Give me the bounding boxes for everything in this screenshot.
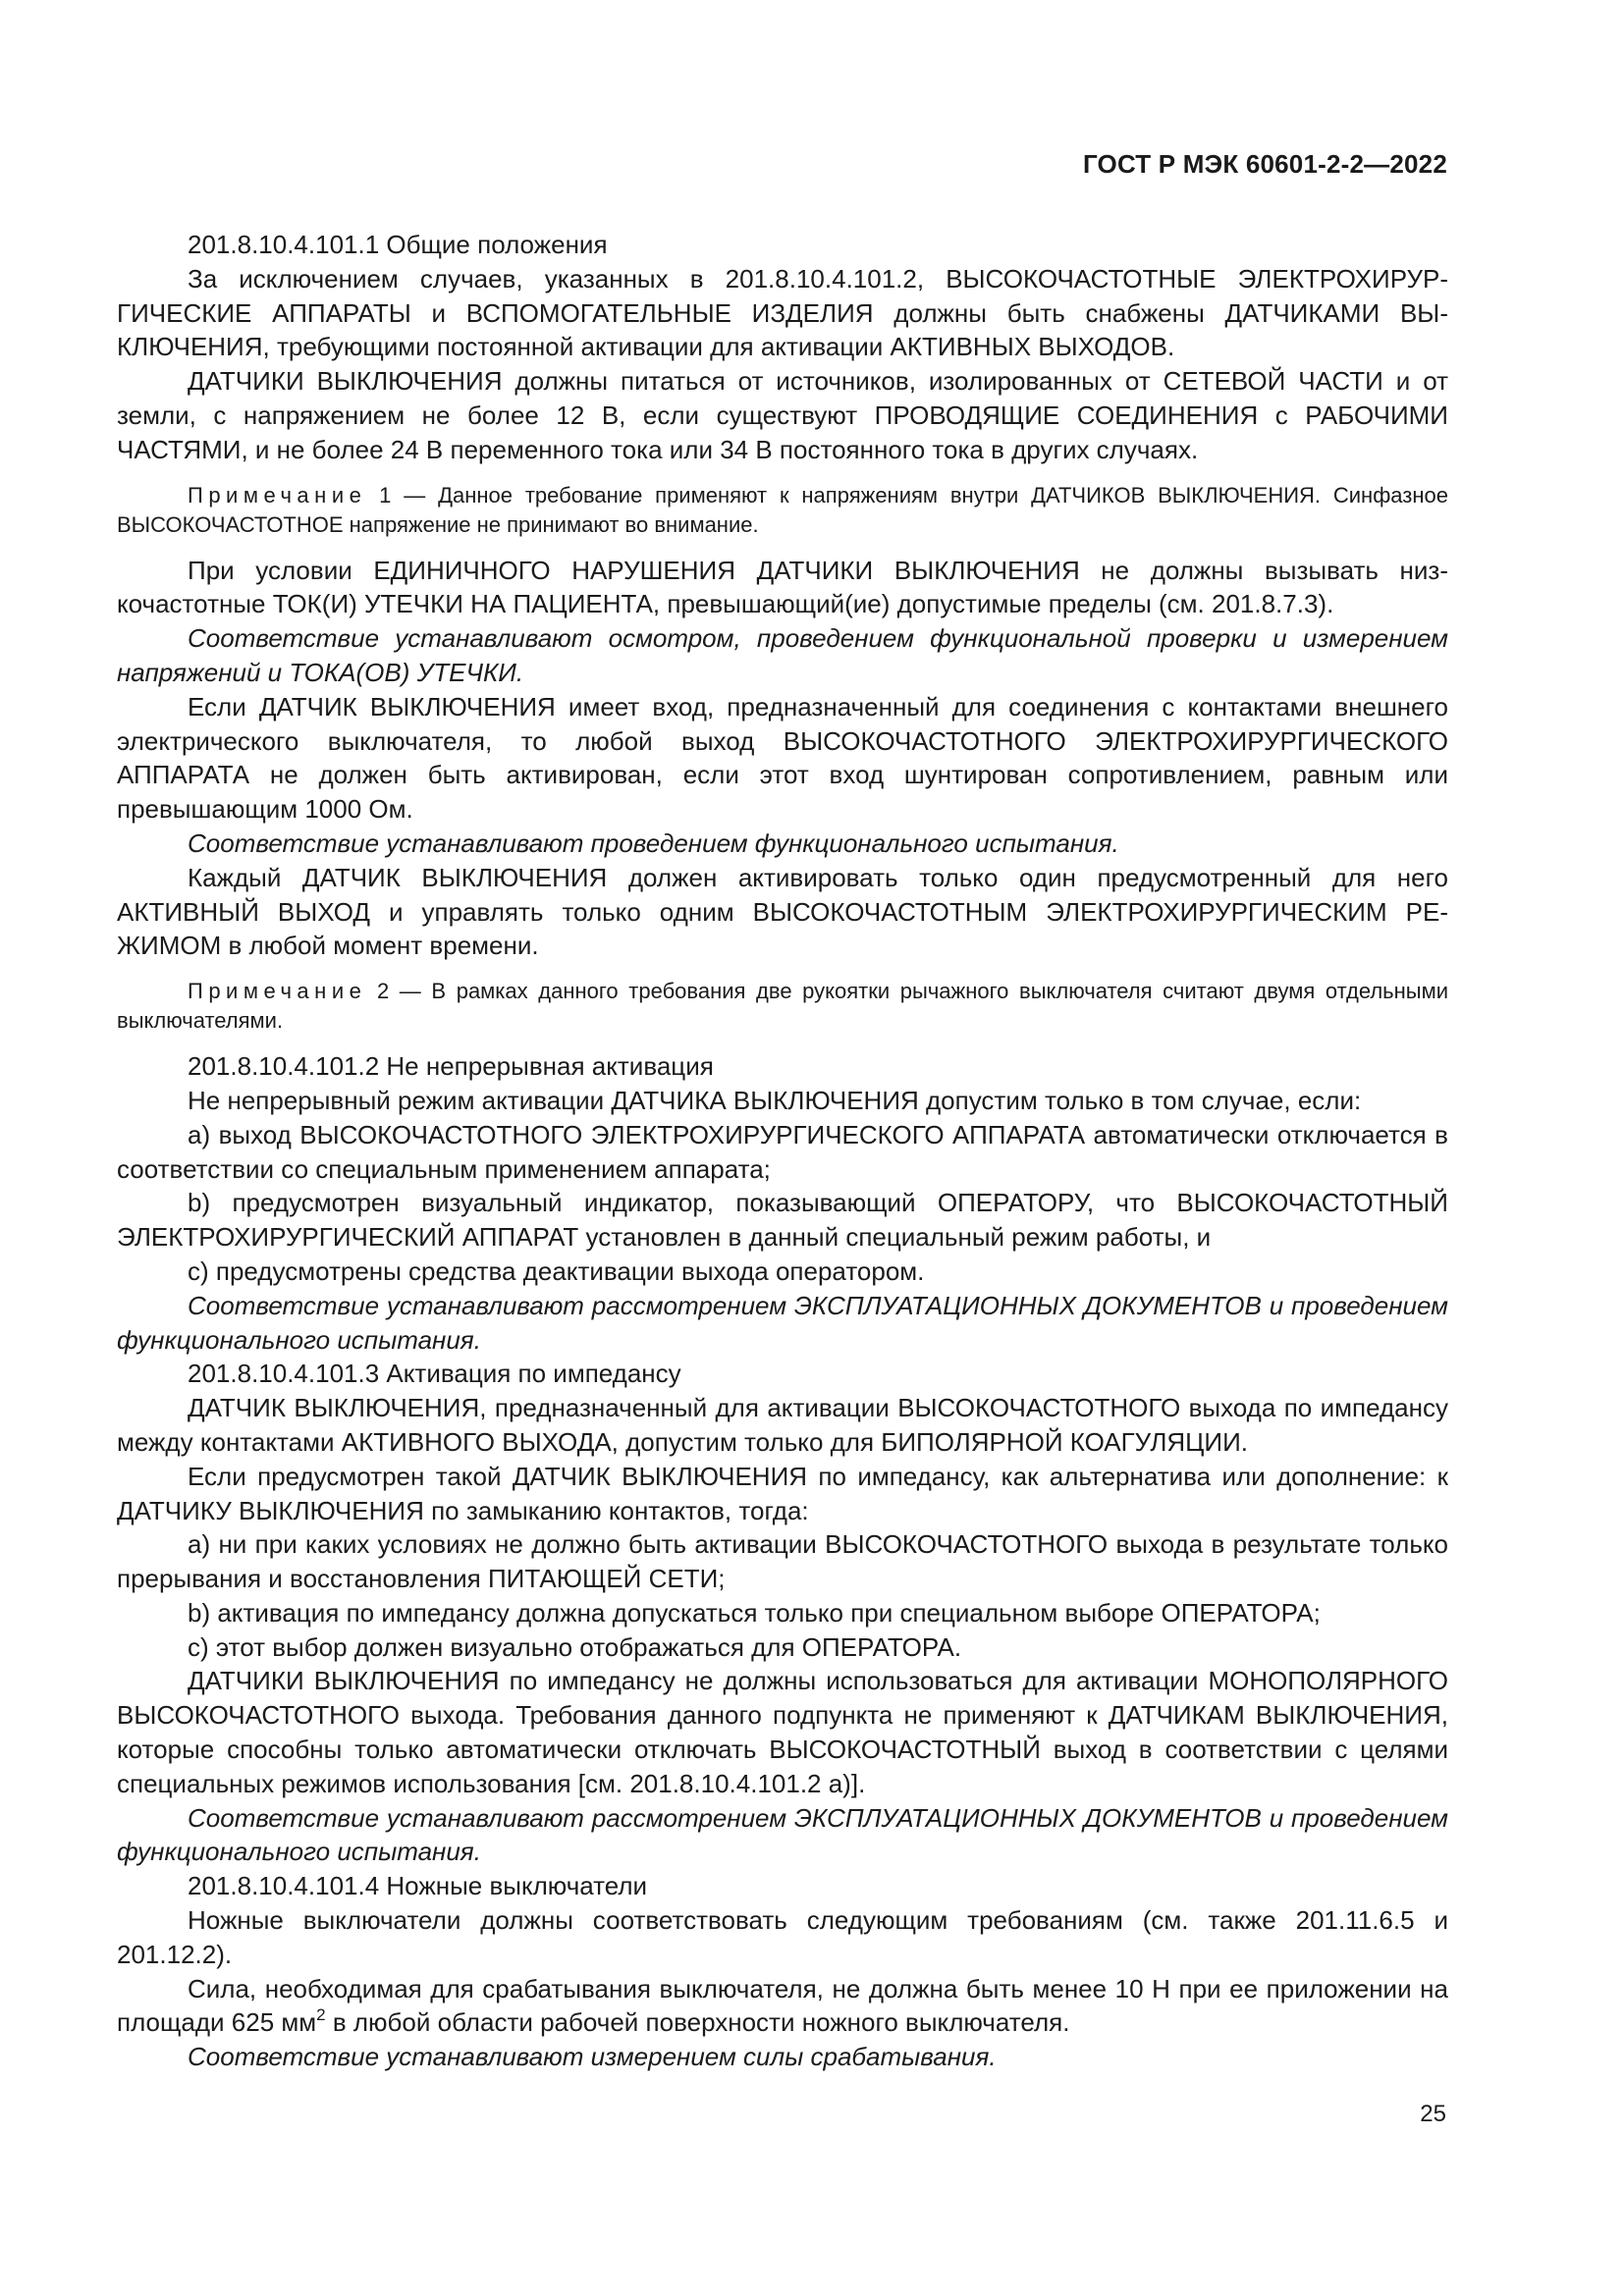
paragraph: ДАТЧИКИ ВЫКЛЮЧЕНИЯ по импедансу не должны использоваться для активации МОНОПОЛЯРНОГО ВЫСОКОЧАСТОТНОГО выхода. Требования данного подпункта не применяют к ДАТЧИКАМ ВЫКЛЮЧЕНИЯ, которые способны только автоматически отключать ВЫСОКОЧАСТОТНЫЙ выход в соответствии с целями специальных режимов использования [см. 201.8.10.4.101.2 a)]. [117, 1666, 1448, 1798]
paragraph: Каждый ДАТЧИК ВЫКЛЮЧЕНИЯ должен активировать только один предусмотренный для него АКТИВНЫЙ ВЫХОД и управлять только одним ВЫСОКОЧАСТОТНЫМ ЭЛЕКТРОХИРУРГИЧЕСКИМ РЕЖИМОМ в любой момент времени. [117, 862, 1448, 961]
paragraph: Ножные выключатели должны соответствовать следующим требованиям (см. также 201.11.6.5 и 201.12.2). [117, 1905, 1448, 1969]
text-run: Сила, необходимая для срабатывания выключателя, не должна быть менее 10 Н при ее приложении на площади 625 мм [117, 1973, 1448, 2038]
list-item: b) активация по импедансу должна допускаться только при специальном выборе ОПЕРАТОРА; [188, 1597, 1321, 1628]
document-code-header: ГОСТ Р МЭК 60601-2-2—2022 [1082, 149, 1447, 179]
list-item: c) этот выбор должен визуально отображаться для ОПЕРАТОРА. [188, 1631, 962, 1662]
superscript: 2 [316, 2005, 326, 2025]
list-item: c) предусмотрены средства деактивации выхода оператором. [188, 1255, 925, 1286]
note-label: Примечание [188, 482, 367, 507]
page-number: 25 [1420, 2101, 1446, 2127]
section-heading-101-1: 201.8.10.4.101.1 Общие положения [188, 230, 608, 259]
document-body [117, 228, 1448, 2074]
paragraph: Если ДАТЧИК ВЫКЛЮЧЕНИЯ имеет вход, предназначенный для соединения с контактами внешнего электрического выключателя, то любой выход ВЫСОКОЧАСТОТНОГО ЭЛЕКТРОХИРУРГИЧЕСКОГО АППАРАТА не должен быть активирован, если этот вход шунтирован сопротивлением, равным или превышающим 1000 Ом. [117, 691, 1448, 825]
note-text: 1 — Данное требование применяют к напряжениям внутри ДАТЧИКОВ ВЫКЛЮЧЕНИЯ. Синфазное ВЫСОКОЧАСТОТНОЕ напряжение не принимают во внимание. [117, 482, 1448, 537]
list-item: b) предусмотрен визуальный индикатор, показывающий ОПЕРАТОРУ, что ВЫСОКОЧАСТОТНЫЙ ЭЛЕКТРОХИРУРГИЧЕСКИЙ АППАРАТ установлен в данный специальный режим работы, и [117, 1188, 1448, 1253]
paragraph: При условии ЕДИНИЧНОГО НАРУШЕНИЯ ДАТЧИКИ ВЫКЛЮЧЕНИЯ не должны вызывать низкочастотные ТОК(И) УТЕЧКИ НА ПАЦИЕНТА, превышающий(ие) допустимые пределы (см. 201.8.7.3). [117, 555, 1448, 619]
paragraph: Не непрерывный режим активации ДАТЧИКА ВЫКЛЮЧЕНИЯ допустим только в том случае, если: [188, 1085, 1362, 1115]
compliance-statement: Соответствие устанавливают измерением силы срабатывания. [188, 2042, 997, 2072]
compliance-statement: Соответствие устанавливают осмотром, проведением функциональной проверки и измерением напряжений и ТОКА(ОВ) УТЕЧКИ. [117, 623, 1448, 687]
paragraph: ДАТЧИКИ ВЫКЛЮЧЕНИЯ должны питаться от источников, изолированных от СЕТЕВОЙ ЧАСТИ и от земли, с напряжением не более 12 В, если существуют ПРОВОДЯЩИЕ СОЕДИНЕНИЯ с РАБОЧИМИ ЧАСТЯМИ, и не более 24 В переменного тока или 34 В постоянного тока в других случаях. [117, 366, 1448, 464]
section-heading-101-4: 201.8.10.4.101.4 Ножные выключатели [188, 1871, 648, 1901]
note-2 [117, 977, 1448, 1036]
note-label: Примечание [188, 979, 367, 1004]
section-heading-101-3: 201.8.10.4.101.3 Активация по импедансу [188, 1359, 681, 1389]
list-item: a) ни при каких условиях не должно быть активации ВЫСОКОЧАСТОТНОГО выхода в результате только прерывания и восстановления ПИТАЮЩЕЙ СЕТИ; [117, 1529, 1448, 1594]
compliance-statement: Соответствие устанавливают рассмотрением ЭКСПЛУАТАЦИОННЫХ ДОКУМЕНТОВ и проведением функционального испытания. [117, 1290, 1448, 1355]
compliance-statement: Соответствие устанавливают рассмотрением ЭКСПЛУАТАЦИОННЫХ ДОКУМЕНТОВ и проведением функционального испытания. [117, 1802, 1448, 1867]
paragraph [117, 1972, 1448, 2041]
paragraph: За исключением случаев, указанных в 201.8.10.4.101.2, ВЫСОКОЧАСТОТНЫЕ ЭЛЕКТРОХИРУРГИЧЕСКИЕ АППАРАТЫ и ВСПОМОГАТЕЛЬНЫЕ ИЗДЕЛИЯ должны быть снабжены ДАТЧИКАМИ ВЫКЛЮЧЕНИЯ, требующими постоянной активации для активации АКТИВНЫХ ВЫХОДОВ. [117, 263, 1448, 362]
note-text: 2 — В рамках данного требования две рукоятки рычажного выключателя считают двумя отдельными выключателями. [117, 979, 1448, 1034]
section-heading-101-2: 201.8.10.4.101.2 Не непрерывная активация [188, 1051, 714, 1082]
paragraph: Если предусмотрен такой ДАТЧИК ВЫКЛЮЧЕНИЯ по импедансу, как альтернатива или дополнение: к ДАТЧИКУ ВЫКЛЮЧЕНИЯ по замыканию контактов, тогда: [117, 1461, 1448, 1525]
note-1 [117, 481, 1448, 540]
text-run: в любой области рабочей поверхности ножного выключателя. [325, 2007, 1070, 2038]
paragraph: ДАТЧИК ВЫКЛЮЧЕНИЯ, предназначенный для активации ВЫСОКОЧАСТОТНОГО выхода по импедансу между контактами АКТИВНОГО ВЫХОДА, допустим только для БИПОЛЯРНОЙ КОАГУЛЯЦИИ. [117, 1393, 1448, 1457]
list-item: a) выход ВЫСОКОЧАСТОТНОГО ЭЛЕКТРОХИРУРГИЧЕСКОГО АППАРАТА автоматически отключается в соответствии со специальным применением аппарата; [117, 1119, 1448, 1184]
compliance-statement: Соответствие устанавливают проведением функционального испытания. [188, 828, 1119, 858]
